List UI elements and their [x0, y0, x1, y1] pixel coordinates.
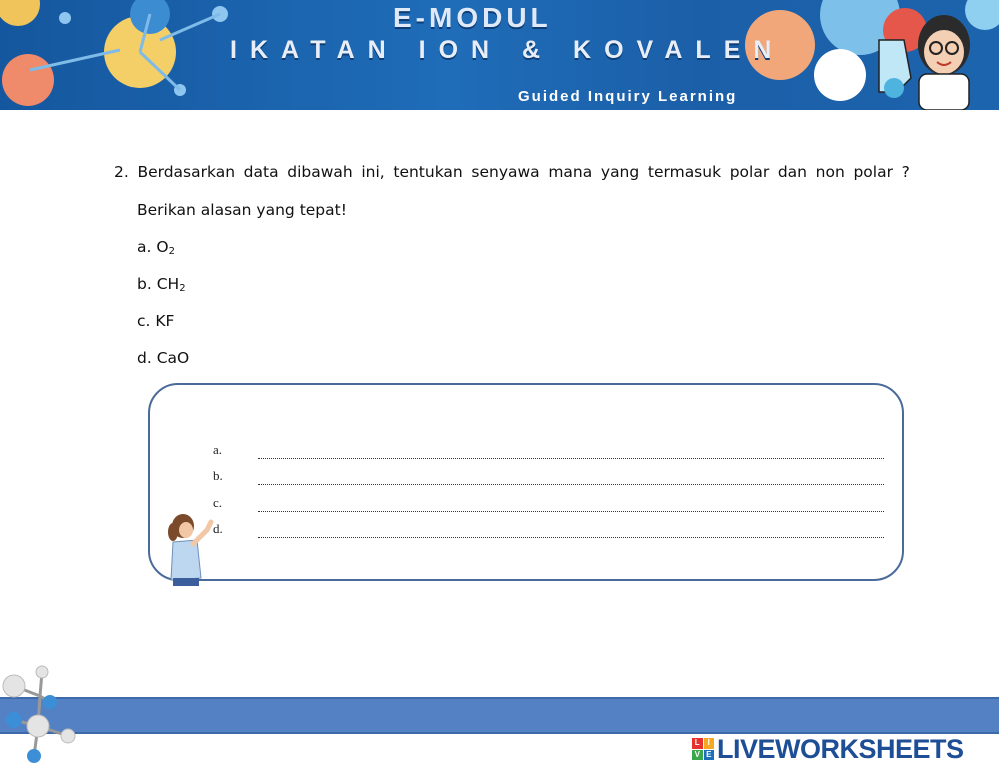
answer-row-a: [213, 442, 893, 462]
module-subtitle: Guided Inquiry Learning: [518, 88, 738, 105]
header-banner: [0, 0, 999, 110]
answer-input-a[interactable]: [258, 442, 884, 459]
liveworksheets-logo-text: LIVEWORKSHEETS: [717, 733, 964, 764]
answer-row-c: [213, 495, 893, 515]
option-c: c. KF: [137, 312, 175, 330]
option-b: b. $CH_2$: [137, 275, 186, 294]
option-a: a. $O_2$: [137, 238, 175, 257]
module-title: E-MODUL: [393, 2, 552, 33]
molecule-decoration: [0, 662, 82, 770]
answer-row-d: [213, 521, 893, 541]
liveworksheets-logo[interactable]: [692, 734, 964, 764]
question-number: 2.: [114, 163, 129, 181]
answer-input-b[interactable]: [258, 468, 884, 485]
student-writing-illustration: [163, 512, 219, 586]
scientist-illustration: [849, 0, 999, 110]
answer-row-b: [213, 468, 893, 488]
answer-input-c[interactable]: [258, 495, 884, 512]
liveworksheets-logo-mark: L I V E: [692, 738, 714, 760]
footer-band: [0, 697, 999, 734]
question-line-1: 2. Berdasarkan data dibawah ini, tentukan senyawa mana yang termasuk polar dan non polar ?: [114, 163, 910, 181]
answer-label-b: b.: [213, 468, 223, 483]
answer-label-a: a.: [213, 442, 223, 457]
module-topic: IKATAN ION & KOVALEN: [230, 36, 785, 64]
answer-label-d: d.: [213, 521, 223, 536]
answer-input-d[interactable]: [258, 521, 884, 538]
option-d: d. CaO: [137, 349, 190, 367]
question-line-2: Berikan alasan yang tepat!: [137, 201, 347, 219]
answer-label-c: c.: [213, 495, 223, 510]
